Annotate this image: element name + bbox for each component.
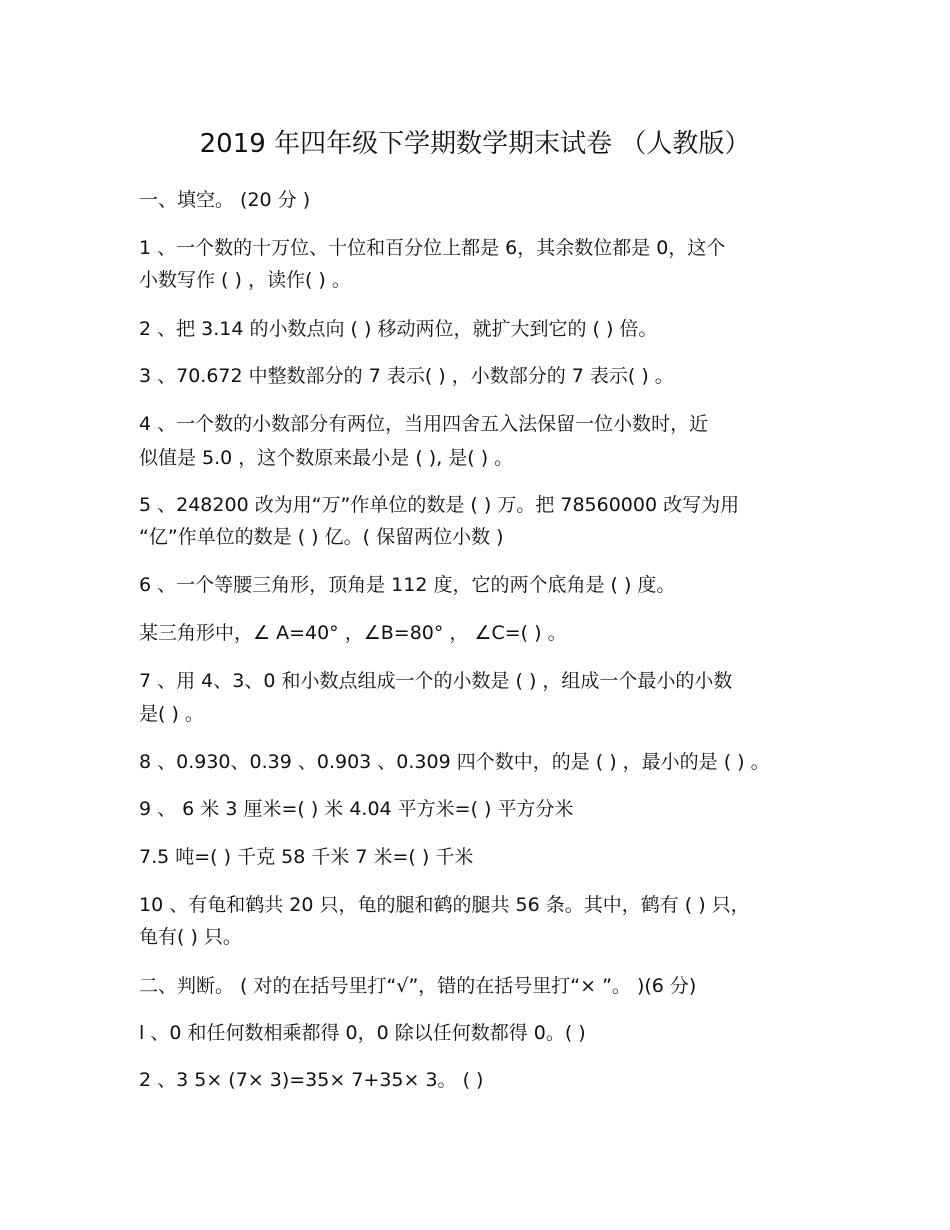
section-judgment-heading: 二、判断。 ( 对的在括号里打“√”，错的在括号里打“× ”。 )(6 分) bbox=[139, 975, 697, 997]
question-5-line-2: “亿”作单位的数是 ( ) 亿。( 保留两位小数 ) bbox=[139, 526, 504, 548]
section-fill-blank-heading: 一、填空。 (20 分 ) bbox=[139, 189, 311, 211]
question-5-line-1: 5 、248200 改为用“万”作单位的数是 ( ) 万。把 78560000 改写为用 bbox=[139, 494, 740, 516]
judgment-2: 2 、3 5× (7× 3)=35× 7+35× 3。 ( ) bbox=[139, 1069, 484, 1091]
question-2: 2 、把 3.14 的小数点向 ( ) 移动两位，就扩大到它的 ( ) 倍。 bbox=[139, 318, 658, 340]
question-3: 3 、70.672 中整数部分的 7 表示( ) ，小数部分的 7 表示( ) 。 bbox=[139, 365, 674, 387]
question-8: 8 、0.930、0.39 、0.903 、0.309 四个数中，的是 ( ) ，最小的是 ( ) 。 bbox=[139, 751, 770, 773]
question-10-line-2: 龟有( ) 只。 bbox=[139, 926, 242, 948]
question-4-line-2: 似值是 5.0 ，这个数原来最小是 ( ), 是( ) 。 bbox=[139, 447, 514, 469]
question-9-line-2: 7.5 吨=( ) 千克 58 千米 7 米=( ) 千米 bbox=[139, 846, 474, 868]
question-6-triangle: 某三角形中，∠ A=40° ，∠B=80° ， ∠C=( ) 。 bbox=[139, 622, 567, 644]
question-7-line-1: 7 、用 4、3、0 和小数点组成一个的小数是 ( ) ，组成一个最小的小数 bbox=[139, 670, 733, 692]
question-1-line-1: 1 、一个数的十万位、十位和百分位上都是 6，其余数位都是 0，这个 bbox=[139, 237, 726, 259]
question-6: 6 、一个等腰三角形，顶角是 112 度，它的两个底角是 ( ) 度。 bbox=[139, 574, 676, 596]
question-1-line-2: 小数写作 ( ) ，读作( ) 。 bbox=[139, 269, 351, 291]
question-10-line-1: 10 、有龟和鹤共 20 只，龟的腿和鹤的腿共 56 条。其中，鹤有 ( ) 只， bbox=[139, 894, 750, 916]
exam-title: 2019 年四年级下学期数学期末试卷 （人教版） bbox=[199, 129, 751, 159]
question-7-line-2: 是( ) 。 bbox=[139, 703, 204, 725]
question-4-line-1: 4 、一个数的小数部分有两位，当用四舍五入法保留一位小数时，近 bbox=[139, 413, 709, 435]
question-9-line-1: 9 、 6 米 3 厘米=( ) 米 4.04 平方米=( ) 平方分米 bbox=[139, 798, 574, 820]
judgment-1: l 、0 和任何数相乘都得 0，0 除以任何数都得 0。( ) bbox=[139, 1022, 586, 1044]
